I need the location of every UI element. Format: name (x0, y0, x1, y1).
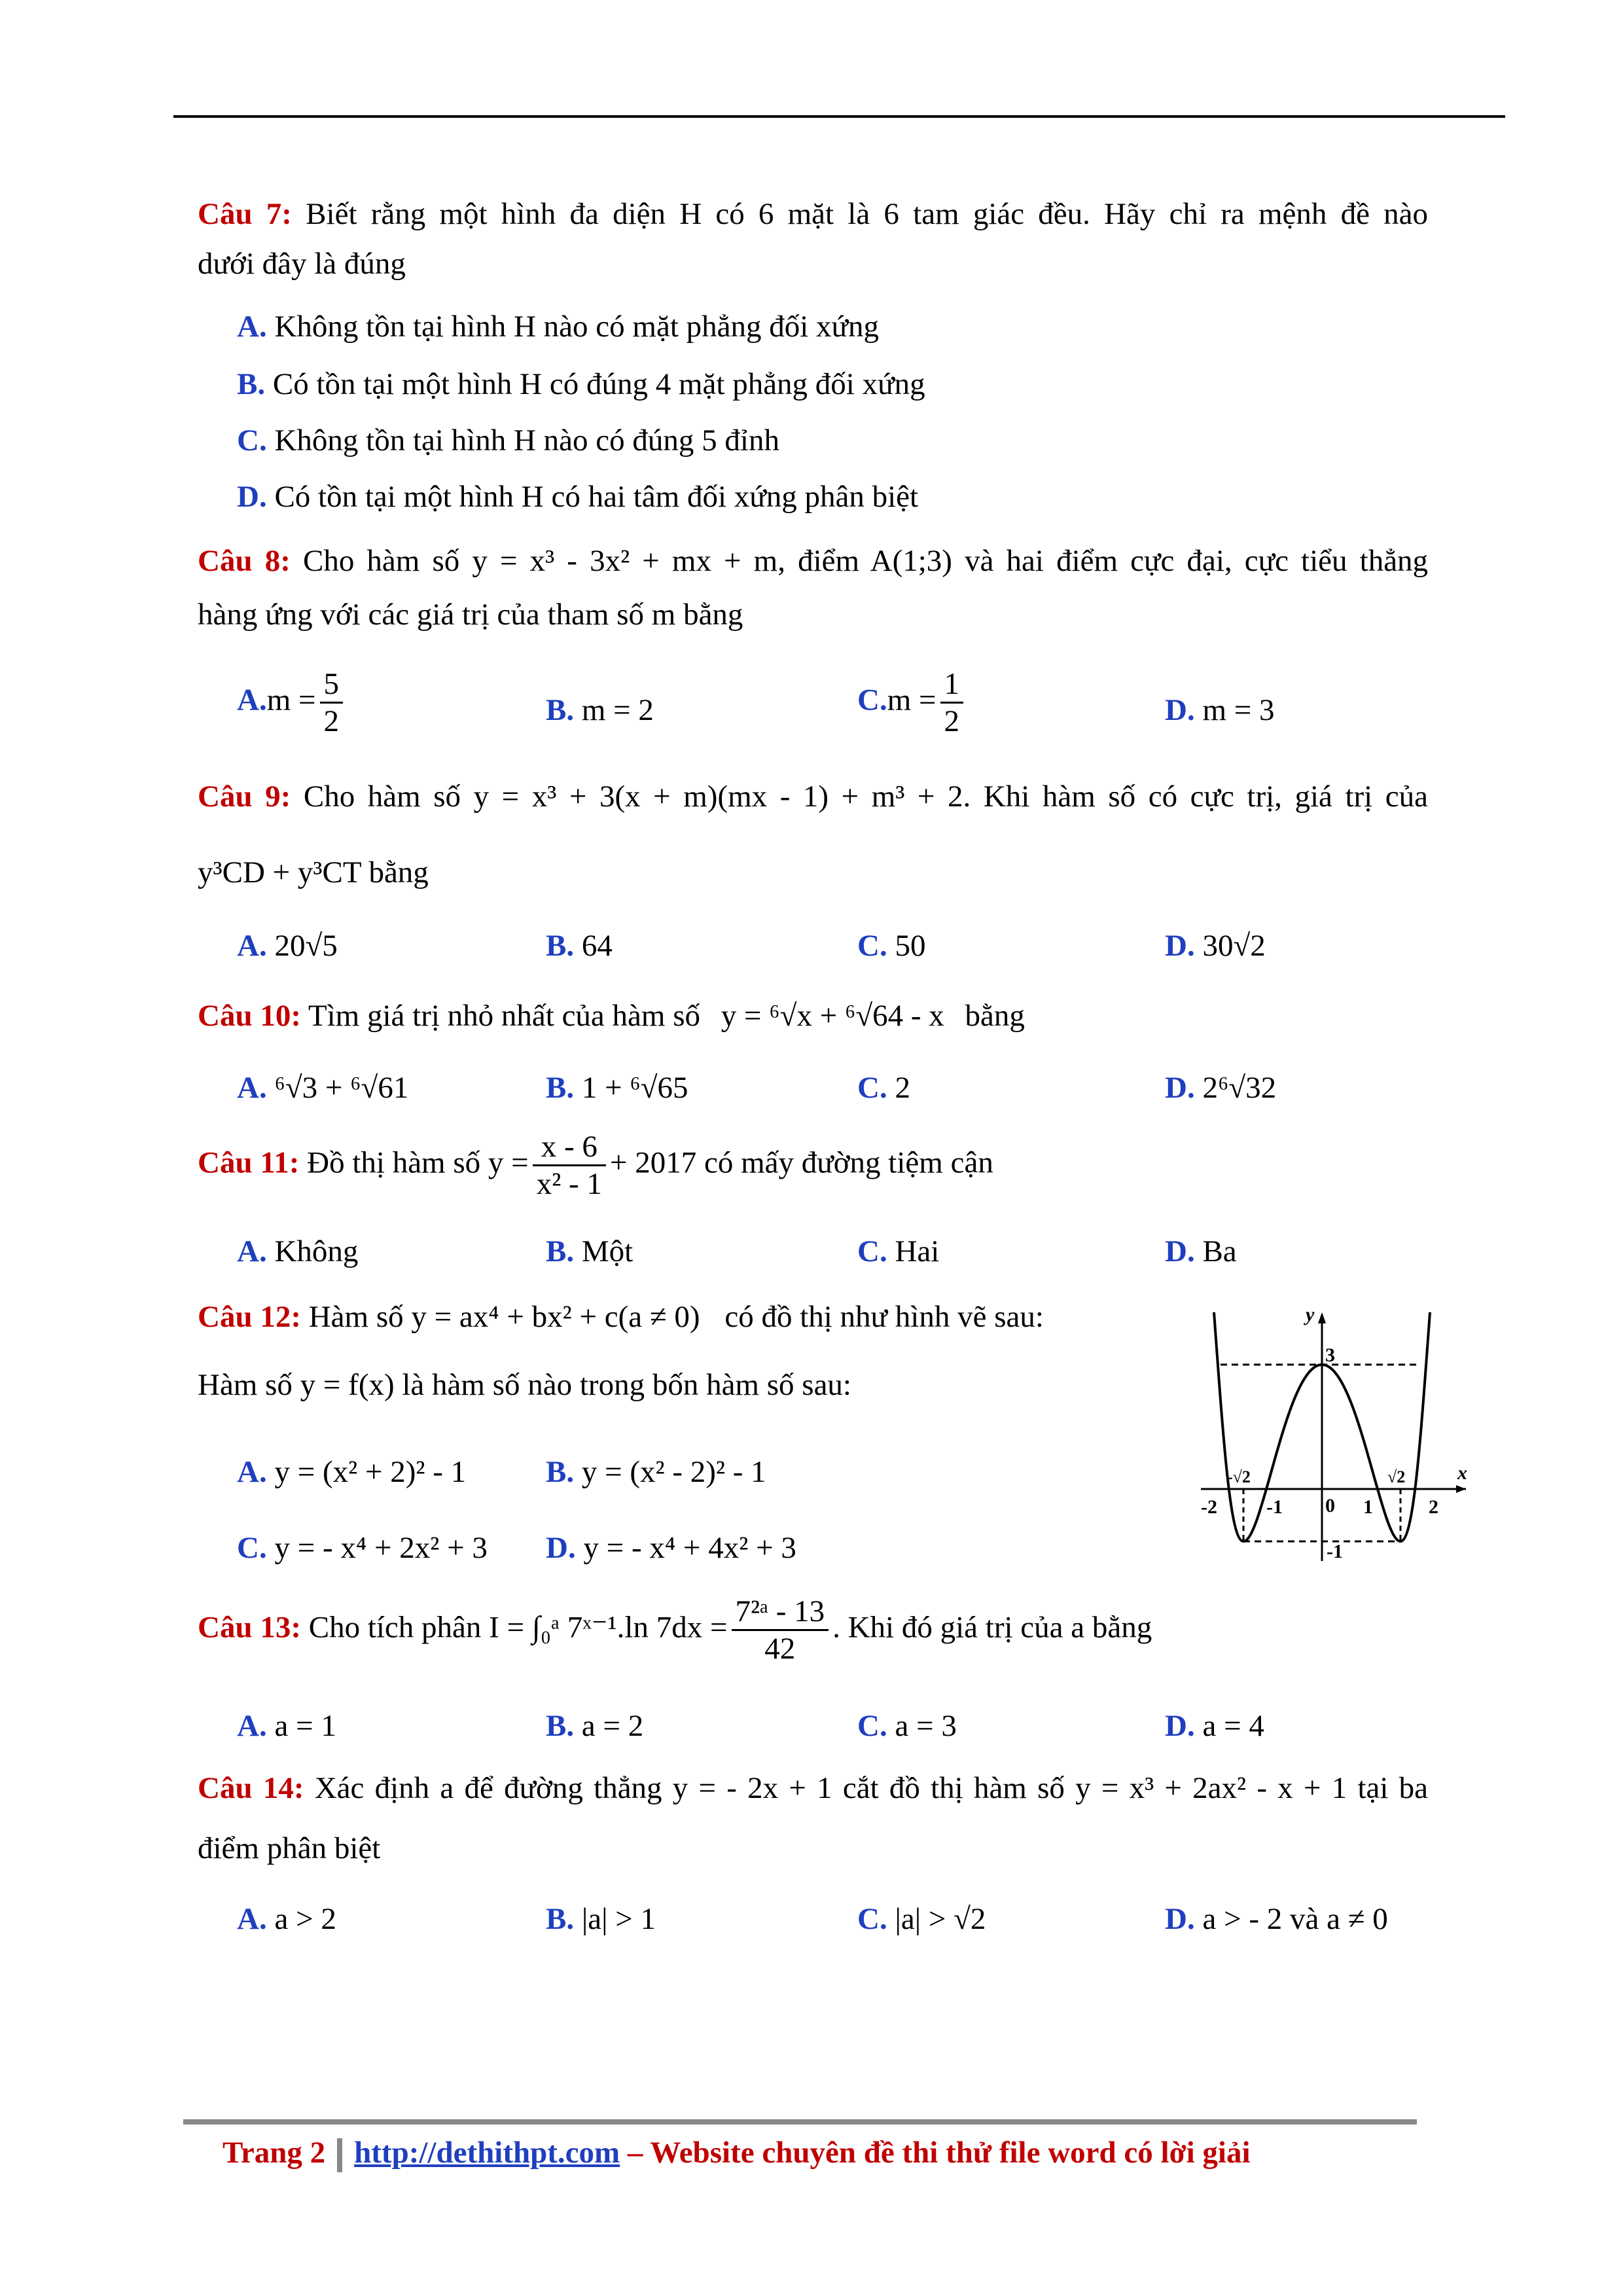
line-expression: y = - 2x + 1 (672, 1771, 832, 1805)
option-c[interactable]: C.m = $\frac{1}{2}$ (857, 666, 967, 739)
point-expression: A(1;3) (870, 544, 952, 578)
tick-1: 1 (1363, 1496, 1373, 1518)
option-c[interactable]: C. y = - x⁴ + 2x² + 3 (237, 1531, 488, 1565)
function-expression: y = x³ - 3x² + mx + m, (472, 544, 785, 578)
option-a[interactable]: A. ⁶√3 + ⁶√61 (237, 1071, 409, 1105)
option-b[interactable]: B. |a| > 1 (546, 1902, 656, 1936)
x-axis-label: x (1457, 1462, 1467, 1484)
label-minus-1: -1 (1327, 1541, 1343, 1562)
question-text: Tìm giá trị nhỏ nhất của hàm số (308, 999, 701, 1033)
question-text: Đồ thị hàm số (307, 1145, 481, 1180)
tick-minus-2: -2 (1201, 1496, 1217, 1518)
question-label: Câu 14: (198, 1771, 304, 1805)
question-11: Câu 11: Đồ thị hàm số y = $\frac{x - 6}{\text{x² - 1}}$ + 2017 có mấy đường tiệm cận (198, 1130, 993, 1202)
question-text: Cho hàm số (302, 544, 460, 578)
question-text: là hàm số nào trong bốn hàm số sau: (402, 1368, 851, 1403)
footer-separator (337, 2138, 342, 2172)
fraction: $\frac{5}{2}$ (320, 666, 344, 739)
x-axis-arrow (1456, 1485, 1466, 1493)
option-d[interactable]: D. 30√2 (1165, 929, 1266, 963)
question-10 (198, 998, 1025, 1033)
fraction: $\frac{\text{7²ᵃ - 13}}{42}$ (732, 1594, 829, 1666)
footer (223, 2135, 1251, 2172)
question-9 (198, 779, 1428, 890)
tick-sqrt2: √2 (1387, 1467, 1406, 1486)
option-a[interactable]: A. a > 2 (237, 1902, 336, 1936)
option-b[interactable]: B. Có tồn tại một hình H có đúng 4 mặt phẳng đối xứng (237, 367, 925, 401)
question-text: Biết rằng một hình đa diện H có 6 mặt là 6 tam giác đều. Hãy chỉ ra mệnh đề nào (306, 197, 1429, 231)
page-number: Trang 2 (223, 2136, 326, 2170)
option-d[interactable]: D. 2⁶√32 (1165, 1071, 1277, 1105)
question-label: Câu 11: (198, 1145, 300, 1180)
y-axis-label: y (1306, 1304, 1315, 1325)
option-c[interactable]: C. 2 (857, 1071, 910, 1105)
footer-rule (183, 2119, 1417, 2125)
question-text: dưới đây là đúng (198, 247, 406, 281)
question-text: Cho hàm số (303, 780, 461, 814)
label-3: 3 (1325, 1344, 1335, 1366)
function-expression: y = x³ + 3(x + m)(mx - 1) + m³ + 2. (473, 780, 971, 814)
tick-minus-1: -1 (1266, 1496, 1283, 1518)
option-d[interactable]: D. a > - 2 và a ≠ 0 (1165, 1902, 1388, 1936)
tick-minus-sqrt2: -√2 (1227, 1467, 1251, 1486)
question-8 (198, 543, 1428, 632)
option-d[interactable]: D. m = 3 (1165, 693, 1275, 727)
expression: y³CD + y³CT (198, 855, 361, 890)
option-b[interactable]: B. a = 2 (546, 1709, 644, 1743)
option-c[interactable]: C. Không tồn tại hình H nào có đúng 5 đỉnh (237, 423, 779, 457)
tick-2: 2 (1429, 1496, 1438, 1518)
option-d[interactable]: D. a = 4 (1165, 1709, 1264, 1743)
option-a[interactable]: A. Không tồn tại hình H nào có mặt phẳng đối xứng (237, 310, 880, 344)
question-text: có đồ thị như hình vẽ sau: (724, 1300, 1044, 1334)
function-expression: y = x³ + 2ax² - x + 1 (1075, 1771, 1347, 1805)
option-a[interactable]: A.m = $\frac{5}{2}$ (237, 666, 347, 739)
option-c[interactable]: C. |a| > √2 (857, 1902, 986, 1936)
question-label: Câu 8: (198, 544, 291, 578)
question-14 (198, 1770, 1428, 1866)
question-text: có mấy đường tiệm cận (704, 1145, 993, 1180)
option-a[interactable]: A. Không (237, 1234, 359, 1268)
question-label: Câu 7: (198, 197, 292, 231)
option-a[interactable]: A. y = (x² + 2)² - 1 (237, 1455, 467, 1489)
question-text: Khi hàm số có cực trị, giá trị của (983, 780, 1428, 814)
question-text: . Khi đó giá trị của a bằng (832, 1610, 1152, 1645)
question-text: Xác định a để đường thẳng (314, 1771, 662, 1805)
question-text: Hàm số (308, 1300, 404, 1334)
option-c[interactable]: C. Hai (857, 1234, 940, 1268)
option-b[interactable]: B. m = 2 (546, 693, 654, 727)
fraction: $\frac{x - 6}{\text{x² - 1}}$ (533, 1129, 606, 1202)
option-d[interactable]: D. Ba (1165, 1234, 1237, 1268)
option-b[interactable]: B. y = (x² - 2)² - 1 (546, 1455, 766, 1489)
function-expression: y = f(x) (300, 1368, 395, 1403)
question-text: tại ba (1357, 1771, 1429, 1805)
question-label: Câu 9: (198, 780, 291, 814)
top-rule (173, 115, 1505, 118)
label-origin: 0 (1325, 1495, 1335, 1516)
option-c[interactable]: C. a = 3 (857, 1709, 957, 1743)
question-text: và hai điểm cực đại, cực tiểu thẳng (965, 544, 1429, 578)
function-graph (1188, 1302, 1476, 1564)
question-12 (198, 1299, 1044, 1403)
website-link[interactable]: http://dethithpt.com (354, 2136, 620, 2170)
option-b[interactable]: B. 1 + ⁶√65 (546, 1071, 688, 1105)
option-c[interactable]: C. 50 (857, 929, 926, 963)
question-13 (198, 1594, 1152, 1666)
question-text: cắt đồ thị hàm số (842, 1771, 1065, 1805)
option-d[interactable]: D. Có tồn tại một hình H có hai tâm đối xứng phân biệt (237, 480, 919, 514)
option-d[interactable]: D. y = - x⁴ + 4x² + 3 (546, 1531, 796, 1565)
footer-tagline: – Website chuyên đề thi thử file word có lời giải (627, 2136, 1251, 2170)
fraction: $\frac{1}{2}$ (940, 666, 964, 739)
question-text: điểm (798, 544, 860, 578)
question-text: Hàm số (198, 1368, 293, 1403)
question-text: điểm phân biệt (198, 1831, 381, 1866)
question-label: Câu 10: (198, 999, 301, 1033)
question-text: Cho tích phân (308, 1610, 482, 1645)
option-a[interactable]: A. a = 1 (237, 1709, 336, 1743)
question-7 (198, 196, 1428, 281)
option-b[interactable]: B. 64 (546, 929, 613, 963)
integral-expression: I = ∫₀ᵃ 7ˣ⁻¹.ln 7dx = (489, 1610, 728, 1645)
function-expression: y = ⁶√x + ⁶√64 - x (721, 999, 944, 1033)
question-label: Câu 13: (198, 1610, 301, 1645)
question-label: Câu 12: (198, 1300, 301, 1334)
y-axis-arrow (1318, 1312, 1326, 1323)
question-text: hàng ứng với các giá trị của tham số m bằng (198, 598, 743, 632)
option-a[interactable]: A. 20√5 (237, 929, 338, 963)
question-text: bằng (368, 855, 429, 890)
function-expression: y = ax⁴ + bx² + c(a ≠ 0) (411, 1300, 700, 1334)
option-b[interactable]: B. Một (546, 1234, 633, 1268)
question-text: bằng (965, 999, 1025, 1033)
